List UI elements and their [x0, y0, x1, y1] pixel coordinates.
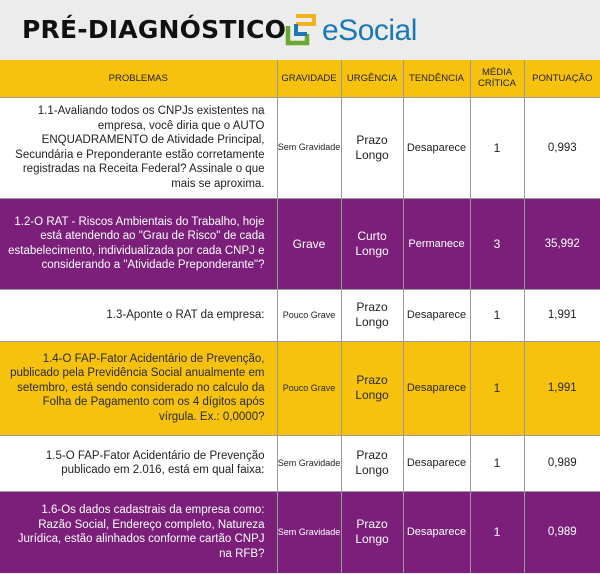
media-critica-cell: 3: [470, 198, 524, 289]
urgencia-cell: Prazo Longo: [341, 435, 403, 491]
problem-cell: 1.5-O FAP-Fator Acidentário de Prevenção publicado em 2.016, está em qual faixa:: [0, 435, 277, 491]
table-row: [0, 435, 600, 491]
table-header-row: [0, 60, 600, 97]
media-critica-cell: 1: [470, 491, 524, 573]
tendencia-cell: Desaparece: [403, 435, 470, 491]
urgencia-cell: Prazo Longo: [341, 97, 403, 198]
table-row: [0, 341, 600, 435]
diagnostic-table: [0, 60, 600, 573]
table-row: [0, 198, 600, 289]
problem-cell: 1.4-O FAP-Fator Acidentário de Prevenção, publicado pela Previdência Social anualmente em setembro, está sendo considerado no calculo da Folha de Pagamento com os 4 dígitos após vírgula. Ex.: 0,0000?: [0, 341, 277, 435]
col-header-pontuacao: PONTUAÇÃO: [532, 72, 593, 84]
gravidade-cell: Sem Gravidade: [277, 97, 341, 198]
gravidade-cell: Sem Gravidade: [277, 435, 341, 491]
media-critica-cell: 1: [470, 289, 524, 341]
urgencia-cell: Curto Longo: [341, 198, 403, 289]
esocial-logo-icon: [282, 12, 322, 48]
col-header-media-critica: MÉDIA CRÍTICA: [470, 60, 524, 97]
gravidade-cell: Pouco Grave: [277, 289, 341, 341]
col-header-urgencia: URGÊNCIA: [341, 60, 403, 97]
tendencia-cell: Desaparece: [403, 289, 470, 341]
gravidade-cell: Pouco Grave: [277, 341, 341, 435]
problem-cell: 1.3-Aponte o RAT da empresa:: [0, 289, 277, 341]
media-critica-cell: 1: [470, 97, 524, 198]
urgencia-cell: Prazo Longo: [341, 491, 403, 573]
page-header: [0, 0, 600, 60]
tendencia-cell: Desaparece: [403, 97, 470, 198]
problem-cell: 1.6-Os dados cadastrais da empresa como: Razão Social, Endereço completo, Natureza Jurídica, estão alinhados conforme cartão CNPJ na RFB?: [0, 491, 277, 573]
col-header-tendencia: TENDÊNCIA: [403, 60, 470, 97]
media-critica-cell: 1: [470, 341, 524, 435]
pontuacao-cell: 35,992: [544, 237, 580, 250]
pontuacao-cell: 0,989: [547, 457, 577, 469]
tendencia-cell: Desaparece: [403, 491, 470, 573]
table-row: [0, 289, 600, 341]
gravidade-cell: Grave: [277, 198, 341, 289]
tendencia-cell: Permanece: [403, 198, 470, 289]
urgencia-cell: Prazo Longo: [341, 289, 403, 341]
problem-cell: 1.2-O RAT - Riscos Ambientais do Trabalho, hoje está atendendo ao "Grau de Risco" de cada estabelecimento, individualizada por cada CNPJ e considerando a "Atividade Preponderante"?: [0, 198, 277, 289]
pontuacao-cell: 1,991: [547, 309, 577, 321]
urgencia-cell: Prazo Longo: [341, 341, 403, 435]
problem-cell: 1.1-Avaliando todos os CNPJs existentes na empresa, você diria que o AUTO ENQUADRAMENTO de Atividade Principal, Secundária e Preponderante estão corretamente registradas na Receita Federal? Assinale o que mais se aproxima.: [0, 97, 277, 198]
esocial-logo-text: eSocial: [322, 14, 417, 47]
pontuacao-cell: 0,993: [547, 141, 577, 154]
table-row: [0, 491, 600, 573]
page-title: PRÉ-DIAGNÓSTICO: [22, 15, 287, 44]
gravidade-cell: Sem Gravidade: [277, 491, 341, 573]
table-row: [0, 97, 600, 198]
col-header-problemas: PROBLEMAS: [0, 60, 277, 97]
col-header-gravidade: GRAVIDADE: [277, 60, 341, 97]
tendencia-cell: Desaparece: [403, 341, 470, 435]
pontuacao-cell: 1,991: [547, 382, 577, 394]
media-critica-cell: 1: [470, 435, 524, 491]
pontuacao-cell: 0,989: [547, 526, 577, 539]
